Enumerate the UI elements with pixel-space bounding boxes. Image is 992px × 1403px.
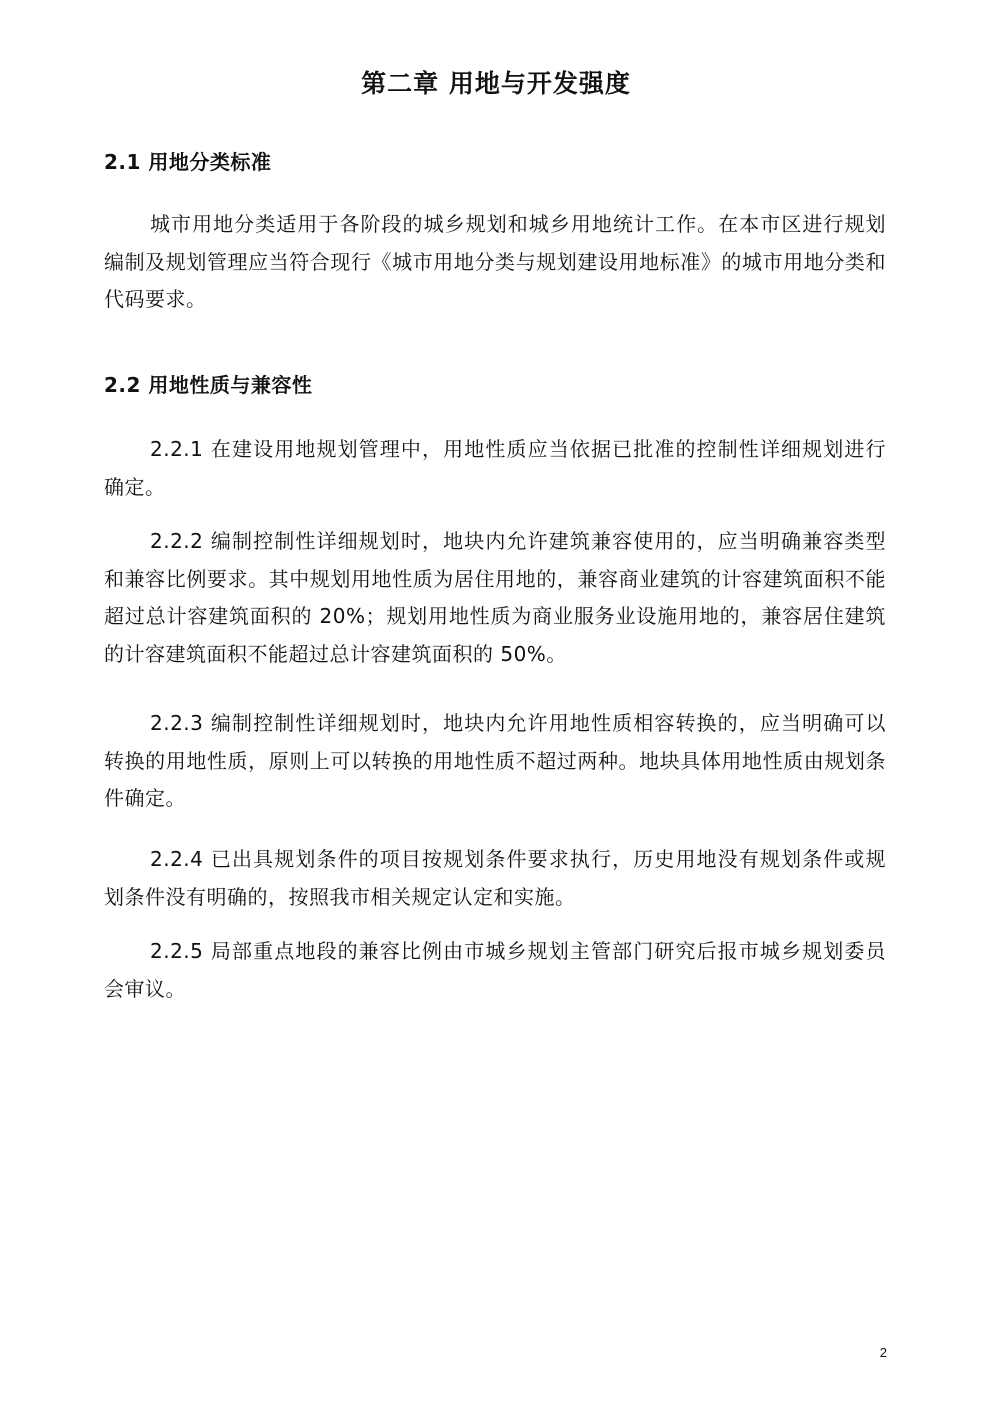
paragraph-2-2-1: 2.2.1 在建设用地规划管理中，用地性质应当依据已批准的控制性详细规划进行确定。	[104, 437, 886, 499]
section-heading-2-1: 2.1 用地分类标准	[104, 150, 272, 174]
paragraph-2-2-3: 2.2.3 编制控制性详细规划时，地块内允许用地性质相容转换的，应当明确可以转换的用地性质，原则上可以转换的用地性质不超过两种。地块具体用地性质由规划条件确定。	[104, 711, 886, 810]
chapter-title: 第二章 用地与开发强度	[361, 69, 631, 98]
page-number: 2	[879, 1345, 887, 1360]
paragraph-2-2-2: 2.2.2 编制控制性详细规划时，地块内允许建筑兼容使用的，应当明确兼容类型和兼容比例要求。其中规划用地性质为居住用地的，兼容商业建筑的计容建筑面积不能超过总计容建筑面积的 20%；规划用地性质为商业服务业设施用地的，兼容居住建筑的计容建筑面积不能超过总计容建筑面积的 50%。	[104, 529, 886, 666]
paragraph-2-2-4: 2.2.4 已出具规划条件的项目按规划条件要求执行，历史用地没有规划条件或规划条件没有明确的，按照我市相关规定认定和实施。	[104, 847, 886, 909]
paragraph-2-1: 城市用地分类适用于各阶段的城乡规划和城乡用地统计工作。在本市区进行规划编制及规划管理应当符合现行《城市用地分类与规划建设用地标准》的城市用地分类和代码要求。	[104, 212, 886, 311]
section-heading-2-2: 2.2 用地性质与兼容性	[104, 373, 313, 397]
paragraph-2-2-5: 2.2.5 局部重点地段的兼容比例由市城乡规划主管部门研究后报市城乡规划委员会审议。	[104, 939, 886, 1001]
